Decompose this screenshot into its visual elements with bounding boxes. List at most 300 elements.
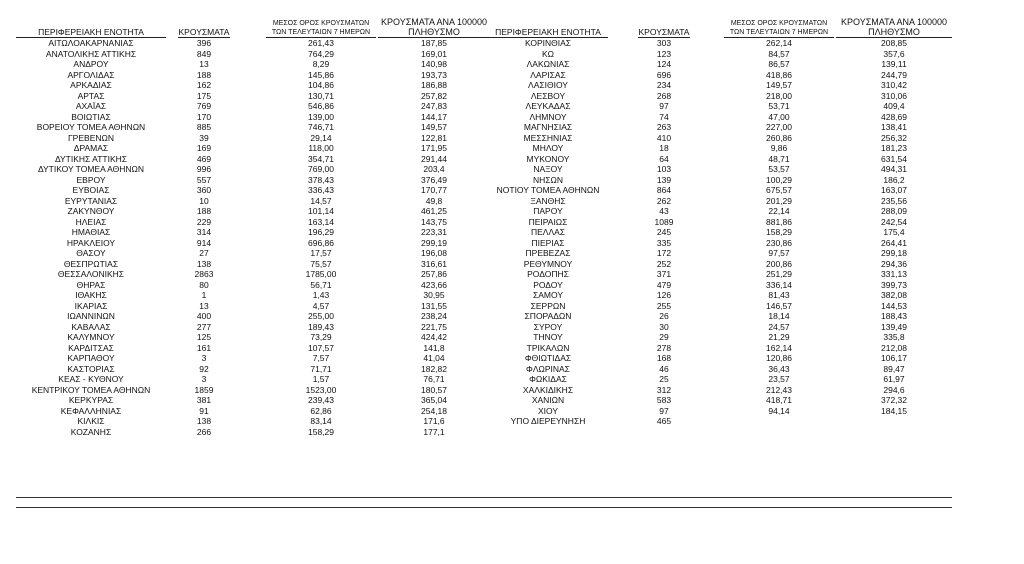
cases-cell: 169: [196, 143, 212, 153]
per-header-line1: ΚΡΟΥΣΜΑΤΑ ΑΝΑ 100000: [381, 17, 487, 27]
per-cell: 143,75: [421, 216, 447, 227]
cases-cell: 465: [656, 416, 672, 426]
cases-cell: 557: [196, 174, 212, 185]
region-cell: ΙΘΑΚΗΣ: [75, 290, 107, 300]
cases-cell: 168: [656, 353, 672, 363]
per-cell: 188,43: [881, 311, 907, 321]
avg-cell: 418,86: [766, 69, 792, 80]
cases-cell: 252: [656, 258, 672, 269]
cases-cell: 266: [196, 426, 212, 437]
per-cell: 288,09: [881, 206, 907, 216]
per-cell: 294,36: [881, 258, 907, 269]
cases-cell: 696: [656, 69, 672, 80]
per-header-line2: ΠΛΗΘΥΣΜΟ: [836, 27, 952, 38]
avg-cell: 36,43: [768, 363, 790, 374]
avg-cell: 17,57: [310, 248, 332, 258]
per-cell: 175,4: [883, 227, 905, 237]
avg-cell: 118,00: [308, 143, 334, 153]
cases-cell: 27: [199, 248, 209, 258]
avg-cell: 1523,00: [305, 384, 337, 395]
region-cell: ΘΕΣΠΡΩΤΙΑΣ: [63, 258, 119, 269]
per-cell: 310,06: [881, 90, 907, 101]
avg-cell: 18,14: [768, 311, 790, 321]
region-cell: ΚΕΡΚΥΡΑΣ: [68, 395, 114, 405]
cases-cell: 769: [196, 101, 212, 111]
region-cell: ΕΒΡΟΥ: [76, 174, 106, 185]
avg-cell: 73,29: [310, 332, 332, 342]
region-cell: ΜΥΚΟΝΟΥ: [526, 153, 570, 164]
avg-cell: 146,57: [766, 300, 792, 311]
region-cell: ΕΥΡΥΤΑΝΙΑΣ: [64, 195, 118, 206]
region-cell: ΦΛΩΡΙΝΑΣ: [526, 363, 570, 374]
per-cell: 399,73: [881, 279, 907, 290]
per-cell: 193,73: [421, 69, 447, 80]
region-cell: ΜΗΛΟΥ: [532, 143, 564, 153]
per-cell: 203,4: [423, 164, 445, 174]
avg-cell: 21,29: [768, 332, 790, 342]
region-cell: ΛΑΚΩΝΙΑΣ: [526, 59, 570, 69]
cases-cell: 175: [196, 90, 212, 101]
avg-cell: 881,86: [766, 216, 792, 227]
cases-cell: 996: [196, 164, 212, 174]
region-cell: ΡΕΘΥΜΝΟΥ: [523, 258, 573, 269]
cases-cell: 18: [659, 143, 669, 153]
avg-cell: 8,29: [312, 59, 330, 69]
region-cell: ΤΗΝΟΥ: [533, 332, 563, 342]
avg-cell: 53,71: [768, 101, 790, 111]
cases-cell: 1: [201, 290, 207, 300]
region-cell: ΠΡΕΒΕΖΑΣ: [525, 248, 571, 258]
per-cell: 365,04: [421, 395, 447, 405]
region-cell: ΘΑΣΟΥ: [76, 248, 106, 258]
avg-cell: 24,57: [768, 321, 790, 332]
avg-cell: 4,57: [312, 300, 330, 311]
region-cell: ΗΡΑΚΛΕΙΟΥ: [66, 237, 116, 248]
per-cell: 140,98: [421, 59, 447, 69]
region-cell: ΠΙΕΡΙΑΣ: [531, 237, 565, 248]
region-cell: ΚΙΛΚΙΣ: [77, 416, 105, 426]
per-cell: 196,08: [421, 248, 447, 258]
region-cell: ΛΕΣΒΟΥ: [530, 90, 566, 101]
cases-cell: 583: [656, 395, 672, 405]
avg-cell: 145,86: [308, 69, 334, 80]
cases-cell: 74: [659, 111, 669, 122]
region-cell: ΝΗΣΩΝ: [532, 174, 564, 185]
cases-cell: 314: [196, 227, 212, 237]
cases-cell: 138: [196, 258, 212, 269]
per-cell: 257,82: [421, 90, 447, 101]
cases-cell: 138: [196, 416, 212, 426]
region-cell: ΧΑΛΚΙΔΙΚΗΣ: [522, 384, 574, 395]
region-cell: ΚΑΡΠΑΘΟΥ: [67, 353, 115, 363]
per-header: [378, 17, 490, 38]
region-cell: ΙΚΑΡΙΑΣ: [74, 300, 108, 311]
avg-cell: 230,86: [766, 237, 792, 248]
region-cell: ΠΑΡΟΥ: [533, 206, 563, 216]
avg-cell: 746,71: [308, 122, 334, 132]
region-cell: ΑΙΤΩΛΟΑΚΑΡΝΑΝΙΑΣ: [48, 38, 134, 48]
region-cell: ΔΥΤΙΚΗΣ ΑΤΤΙΚΗΣ: [54, 153, 128, 164]
per-cell: 139,11: [881, 59, 907, 69]
cases-cell: 25: [659, 374, 669, 384]
avg-cell: 196,29: [308, 227, 334, 237]
region-cell: ΚΟΖΑΝΗΣ: [70, 426, 112, 437]
cases-cell: 124: [656, 59, 672, 69]
per-cell: 144,53: [881, 300, 907, 311]
cases-cell: 39: [199, 132, 209, 143]
per-cell: 89,47: [883, 363, 905, 374]
cases-cell: 139: [656, 174, 672, 185]
per-cell: 163,07: [881, 185, 907, 195]
cases-cell: 400: [196, 311, 212, 321]
avg-cell: 378,43: [308, 174, 334, 185]
cases-cell: 469: [196, 153, 212, 164]
per-cell: 122,81: [421, 132, 447, 143]
per-cell: 139,49: [881, 321, 907, 332]
region-cell: ΙΩΑΝΝΙΝΩΝ: [67, 311, 115, 321]
per-cell: 106,17: [881, 353, 907, 363]
cases-cell: 125: [196, 332, 212, 342]
avg-cell: 163,14: [308, 216, 334, 227]
region-header: ΠΕΡΙΦΕΡΕΙΑΚΗ ΕΝΟΤΗΤΑ: [488, 27, 608, 38]
per-cell: 294,6: [883, 384, 905, 395]
region-cell: ΚΑΛΥΜΝΟΥ: [67, 332, 115, 342]
cases-cell: 479: [656, 279, 672, 290]
avg-cell: 158,29: [308, 426, 334, 437]
region-cell: ΒΟΡΕΙΟΥ ΤΟΜΕΑ ΑΘΗΝΩΝ: [36, 122, 146, 132]
avg-header-line2: ΤΩΝ ΤΕΛΕΥΤΑΙΩΝ 7 ΗΜΕΡΩΝ: [266, 28, 376, 38]
per-cell: 187,85: [421, 38, 447, 48]
region-cell: ΒΟΙΩΤΙΑΣ: [71, 111, 111, 122]
avg-cell: 764,29: [308, 48, 334, 59]
region-cell: ΔΥΤΙΚΟΥ ΤΟΜΕΑ ΑΘΗΝΩΝ: [37, 164, 145, 174]
avg-cell: 7,57: [312, 353, 330, 363]
region-cell: ΘΗΡΑΣ: [76, 279, 106, 290]
region-cell: ΚΩ: [541, 48, 555, 59]
per-cell: 291,44: [421, 153, 447, 164]
region-cell: ΡΟΔΟΥ: [533, 279, 563, 290]
avg-cell: 23,57: [768, 374, 790, 384]
region-cell: ΑΡΚΑΔΙΑΣ: [70, 80, 112, 90]
cases-cell: 234: [656, 80, 672, 90]
cases-cell: 849: [196, 48, 212, 59]
cases-cell: 188: [196, 69, 212, 80]
per-cell: 299,18: [881, 248, 907, 258]
per-cell: 170,77: [421, 185, 447, 195]
per-cell: 186,88: [421, 80, 447, 90]
region-cell: ΚΑΣΤΟΡΙΑΣ: [67, 363, 115, 374]
avg-cell: 86,57: [768, 59, 790, 69]
region-cell: ΚΕΦΑΛΛΗΝΙΑΣ: [60, 405, 122, 416]
per-cell: 494,31: [881, 164, 907, 174]
cases-cell: 396: [196, 38, 212, 48]
cases-cell: 914: [196, 237, 212, 248]
per-cell: 264,41: [881, 237, 907, 248]
avg-cell: 101,14: [308, 206, 334, 216]
cases-cell: 885: [196, 122, 212, 132]
avg-header: [266, 19, 376, 38]
region-cell: ΞΑΝΘΗΣ: [530, 195, 566, 206]
region-cell: ΕΥΒΟΙΑΣ: [72, 185, 110, 195]
avg-header: [724, 19, 834, 38]
avg-cell: 139,00: [308, 111, 334, 122]
per-cell: 357,6: [883, 48, 905, 59]
cases-cell: 3: [201, 374, 207, 384]
avg-cell: 130,71: [308, 90, 334, 101]
per-cell: 208,85: [881, 38, 907, 48]
cases-cell: 30: [659, 321, 669, 332]
cases-cell: 188: [196, 206, 212, 216]
per-cell: 177,1: [423, 426, 445, 437]
region-cell: ΗΛΕΙΑΣ: [75, 216, 107, 227]
region-cell: ΛΑΣΙΘΙΟΥ: [528, 80, 568, 90]
cases-cell: 13: [199, 300, 209, 311]
region-cell: ΚΕΝΤΡΙΚΟΥ ΤΟΜΕΑ ΑΘΗΝΩΝ: [31, 384, 151, 395]
region-cell: ΦΘΙΩΤΙΔΑΣ: [524, 353, 572, 363]
avg-cell: 1785,00: [305, 269, 337, 279]
per-cell: 310,42: [881, 80, 907, 90]
cases-cell: 245: [656, 227, 672, 237]
cases-cell: 360: [196, 185, 212, 195]
region-cell: ΔΡΑΜΑΣ: [73, 143, 109, 153]
region-cell: ΥΠΟ ΔΙΕΡΕΥΝΗΣΗ: [510, 416, 586, 426]
region-cell: ΧΙΟΥ: [537, 405, 559, 416]
region-cell: ΚΑΡΔΙΤΣΑΣ: [68, 342, 114, 353]
per-cell: 149,57: [421, 122, 447, 132]
avg-cell: 22,14: [768, 206, 790, 216]
avg-cell: 201,29: [766, 195, 792, 206]
cases-cell: 262: [656, 195, 672, 206]
region-cell: ΗΜΑΘΙΑΣ: [71, 227, 111, 237]
cases-cell: 268: [656, 90, 672, 101]
cases-cell: 43: [659, 206, 669, 216]
per-cell: 212,08: [881, 342, 907, 353]
region-cell: ΣΥΡΟΥ: [533, 321, 563, 332]
per-cell: 316,61: [421, 258, 447, 269]
per-cell: 30,95: [423, 290, 445, 300]
per-cell: 242,54: [881, 216, 907, 227]
per-cell: 144,17: [421, 111, 447, 122]
avg-cell: 189,43: [308, 321, 334, 332]
avg-cell: 354,71: [308, 153, 334, 164]
avg-cell: 62,86: [310, 405, 332, 416]
region-cell: ΛΑΡΙΣΑΣ: [530, 69, 566, 80]
per-header: [836, 17, 952, 38]
avg-cell: 53,57: [768, 164, 790, 174]
cases-cell: 123: [656, 48, 672, 59]
avg-cell: 48,71: [768, 153, 790, 164]
cases-cell: 103: [656, 164, 672, 174]
cases-cell: 170: [196, 111, 212, 122]
per-cell: 180,57: [421, 384, 447, 395]
per-cell: 49,8: [425, 195, 443, 206]
region-cell: ΑΧΑΪΑΣ: [75, 101, 107, 111]
avg-cell: 56,71: [310, 279, 332, 290]
region-cell: ΝΑΞΟΥ: [533, 164, 563, 174]
per-cell: 428,69: [881, 111, 907, 122]
per-cell: 184,15: [881, 405, 907, 416]
per-cell: 41,04: [423, 353, 445, 363]
avg-cell: 149,57: [766, 80, 792, 90]
per-cell: 181,23: [881, 143, 907, 153]
region-cell: ΤΡΙΚΑΛΩΝ: [526, 342, 570, 353]
region-cell: ΑΡΤΑΣ: [77, 90, 105, 101]
per-cell: 244,79: [881, 69, 907, 80]
per-cell: 141,8: [423, 342, 445, 353]
avg-cell: 47,00: [768, 111, 790, 122]
cases-cell: 255: [656, 300, 672, 311]
avg-cell: 261,43: [308, 38, 334, 48]
region-cell: ΚΟΡΙΝΘΙΑΣ: [524, 38, 572, 48]
avg-cell: 546,86: [308, 101, 334, 111]
region-cell: ΚΕΑΣ - ΚΥΘΝΟΥ: [58, 374, 124, 384]
region-cell: ΑΝΔΡΟΥ: [73, 59, 109, 69]
cases-cell: 161: [196, 342, 212, 353]
cases-cell: 97: [659, 405, 669, 416]
cases-cell: 3: [201, 353, 207, 363]
avg-cell: 255,00: [308, 311, 334, 321]
avg-header-line1: ΜΕΣΟΣ ΟΡΟΣ ΚΡΟΥΣΜΑΤΩΝ: [730, 20, 828, 27]
cases-header: ΚΡΟΥΣΜΑΤΑ: [638, 27, 690, 37]
cases-cell: 864: [656, 185, 672, 195]
per-cell: 382,08: [881, 290, 907, 300]
cases-cell: 410: [656, 132, 672, 143]
cases-cell: 172: [656, 248, 672, 258]
region-header: ΠΕΡΙΦΕΡΕΙΑΚΗ ΕΝΟΤΗΤΑ: [16, 27, 166, 38]
per-cell: 247,83: [421, 101, 447, 111]
avg-cell: 71,71: [310, 363, 332, 374]
region-cell: ΦΩΚΙΔΑΣ: [529, 374, 567, 384]
avg-cell: 262,14: [766, 38, 792, 48]
avg-cell: 14,57: [310, 195, 332, 206]
cases-header: ΚΡΟΥΣΜΑΤΑ: [178, 27, 230, 37]
avg-cell: 239,43: [308, 395, 334, 405]
avg-cell: 1,57: [312, 374, 330, 384]
per-cell: 409,4: [883, 101, 905, 111]
per-header-line2: ΠΛΗΘΥΣΜΟ: [378, 27, 490, 38]
per-cell: 131,55: [421, 300, 447, 311]
cases-cell: 335: [656, 237, 672, 248]
per-cell: 221,75: [421, 321, 447, 332]
per-cell: 631,54: [881, 153, 907, 164]
cases-cell: 371: [656, 269, 672, 279]
region-cell: ΠΕΙΡΑΙΩΣ: [528, 216, 568, 227]
per-cell: 423,66: [421, 279, 447, 290]
region-cell: ΣΕΡΡΩΝ: [530, 300, 566, 311]
region-cell: ΝΟΤΙΟΥ ΤΟΜΕΑ ΑΘΗΝΩΝ: [496, 185, 600, 195]
avg-cell: 75,57: [310, 258, 332, 269]
avg-cell: 418,71: [766, 395, 792, 405]
avg-cell: 120,86: [766, 353, 792, 363]
cases-cell: 263: [656, 122, 672, 132]
region-cell: ΧΑΝΙΩΝ: [531, 395, 565, 405]
avg-cell: 94,14: [768, 405, 790, 416]
cases-cell: 229: [196, 216, 212, 227]
per-cell: 76,71: [423, 374, 445, 384]
region-cell: ΜΑΓΝΗΣΙΑΣ: [523, 122, 573, 132]
cases-cell: 92: [199, 363, 209, 374]
avg-cell: 158,29: [766, 227, 792, 237]
avg-cell: 104,86: [308, 80, 334, 90]
avg-cell: 696,86: [308, 237, 334, 248]
per-cell: 256,32: [881, 132, 907, 143]
per-header-line1: ΚΡΟΥΣΜΑΤΑ ΑΝΑ 100000: [841, 17, 947, 27]
cases-cell: 1859: [194, 384, 214, 395]
avg-cell: 84,57: [768, 48, 790, 59]
cases-cell: 303: [656, 38, 672, 48]
region-cell: ΓΡΕΒΕΝΩΝ: [68, 132, 114, 143]
per-cell: 331,13: [881, 269, 907, 279]
cases-cell: 10: [199, 195, 209, 206]
cases-cell: 91: [199, 405, 209, 416]
avg-header-line2: ΤΩΝ ΤΕΛΕΥΤΑΙΩΝ 7 ΗΜΕΡΩΝ: [724, 28, 834, 38]
avg-cell: 336,14: [766, 279, 792, 290]
cases-cell: 29: [659, 332, 669, 342]
cases-cell: 312: [656, 384, 672, 395]
region-cell: ΘΕΣΣΑΛΟΝΙΚΗΣ: [57, 269, 125, 279]
region-cell: ΑΡΓΟΛΙΔΑΣ: [67, 69, 115, 80]
per-cell: 254,18: [421, 405, 447, 416]
region-cell: ΛΕΥΚΑΔΑΣ: [525, 101, 571, 111]
avg-cell: 212,43: [766, 384, 792, 395]
per-cell: 424,42: [421, 332, 447, 342]
avg-cell: 260,86: [766, 132, 792, 143]
per-cell: 138,41: [881, 122, 907, 132]
avg-cell: 107,57: [308, 342, 334, 353]
per-cell: 223,31: [421, 227, 447, 237]
per-cell: 61,97: [883, 374, 905, 384]
region-cell: ΖΑΚΥΝΘΟΥ: [67, 206, 115, 216]
cases-cell: 13: [199, 59, 209, 69]
avg-cell: 29,14: [310, 132, 332, 143]
per-cell: 169,01: [421, 48, 447, 59]
cases-cell: 278: [656, 342, 672, 353]
per-cell: 171,95: [421, 143, 447, 153]
avg-cell: 97,57: [768, 248, 790, 258]
avg-cell: 83,14: [310, 416, 332, 426]
avg-cell: 227,00: [766, 122, 792, 132]
region-cell: ΣΑΜΟΥ: [532, 290, 563, 300]
per-cell: 235,56: [881, 195, 907, 206]
region-cell: ΚΑΒΑΛΑΣ: [71, 321, 111, 332]
per-cell: 376,49: [421, 174, 447, 185]
avg-cell: 9,86: [770, 143, 788, 153]
region-cell: ΡΟΔΟΠΗΣ: [527, 269, 569, 279]
avg-cell: 769,00: [308, 164, 334, 174]
cases-cell: 2863: [194, 269, 214, 279]
avg-cell: 336,43: [308, 185, 334, 195]
cases-cell: 277: [196, 321, 212, 332]
cases-cell: 162: [196, 80, 212, 90]
avg-cell: 218,00: [766, 90, 792, 101]
region-cell: ΣΠΟΡΑΔΩΝ: [524, 311, 572, 321]
bottom-rule-lower: [16, 507, 952, 508]
avg-cell: 675,57: [766, 185, 792, 195]
avg-cell: 162,14: [766, 342, 792, 353]
avg-header-line1: ΜΕΣΟΣ ΟΡΟΣ ΚΡΟΥΣΜΑΤΩΝ: [272, 20, 370, 27]
region-cell: ΜΕΣΣΗΝΙΑΣ: [523, 132, 573, 143]
cases-cell: 26: [659, 311, 669, 321]
per-cell: 171,6: [423, 416, 445, 426]
region-cell: ΛΗΜΝΟΥ: [529, 111, 567, 122]
per-cell: 257,86: [421, 269, 447, 279]
per-cell: 238,24: [421, 311, 447, 321]
bottom-rule-upper: [16, 497, 952, 498]
avg-cell: 251,29: [766, 269, 792, 279]
cases-cell: 64: [659, 153, 669, 164]
avg-cell: 1,43: [312, 290, 330, 300]
avg-cell: 200,86: [766, 258, 792, 269]
